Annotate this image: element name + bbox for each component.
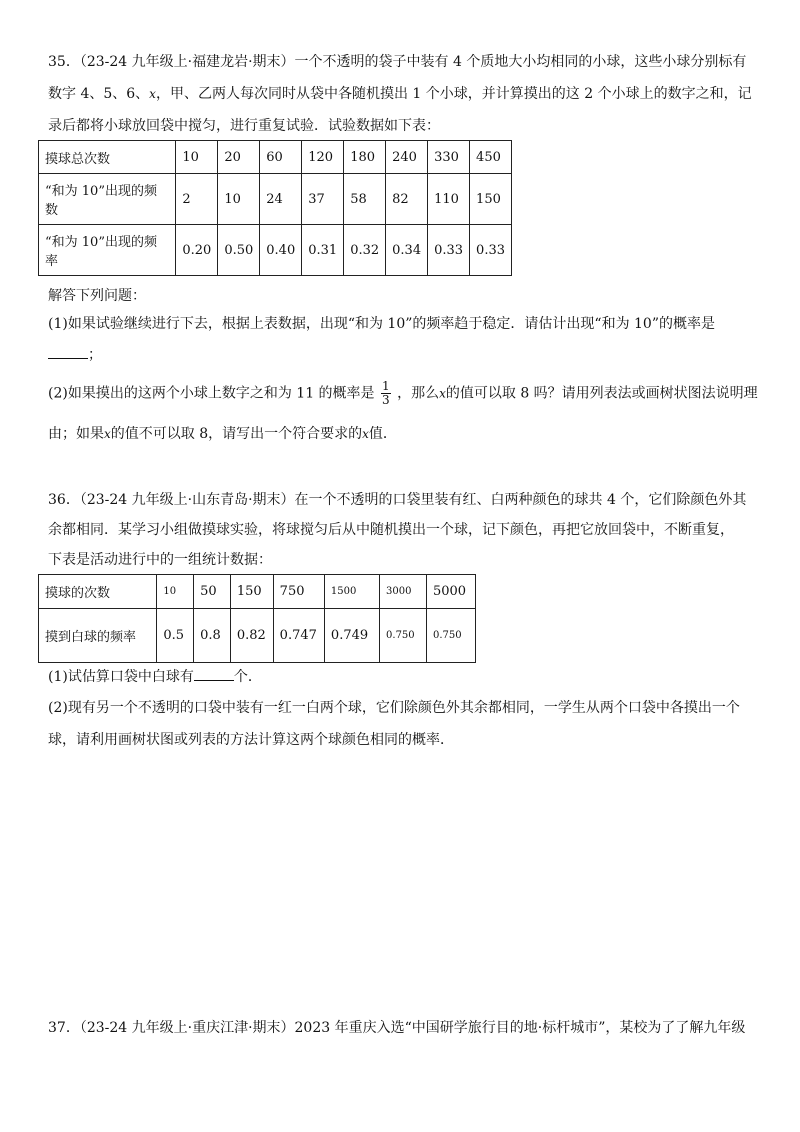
answer-blank	[194, 666, 234, 681]
fraction	[381, 380, 391, 407]
table-row-label: “和为 10”出现的频数	[39, 174, 176, 225]
table-cell: 0.31	[302, 225, 344, 276]
table-cell: 240	[386, 141, 428, 174]
q35-part1-text: (1)如果试验继续进行下去，根据上表数据，出现“和为 10”的频率趋于稳定．请估计出现“和为 10”的概率是	[48, 316, 715, 332]
q36-part2-line1: (2)现有另一个不透明的口袋中装有一红一白两个球，它们除颜色外其余都相同，一学生从两个口袋中各摸出一个	[48, 700, 740, 716]
table-cell: 0.40	[260, 225, 302, 276]
table-cell: 150	[470, 174, 512, 225]
var-x: x	[439, 386, 446, 401]
q36-part1-a: (1)试估算口袋中白球有	[48, 669, 194, 685]
table-cell: 0.750	[426, 609, 475, 663]
q35-line2b: ，甲、乙两人每次同时从袋中各随机摸出 1 个小球，并计算摸出的这 2 个小球上的数字之和，记	[155, 86, 752, 102]
q35-part1-blank-line	[48, 344, 102, 365]
q36-part2-line2: 球，请利用画树状图或列表的方法计算这两个球颜色相同的概率．	[48, 732, 454, 748]
table-cell: 0.749	[324, 609, 379, 663]
table-cell: 0.5	[157, 609, 194, 663]
table-cell: 0.34	[386, 225, 428, 276]
q35-part2-line1	[48, 380, 758, 407]
q35-part2-a: (2)如果摸出的这两个小球上数字之和为 11 的概率是	[48, 385, 375, 402]
var-x: x	[362, 427, 369, 441]
q35-line2	[48, 84, 752, 104]
table-cell: 0.32	[344, 225, 386, 276]
table-cell: 150	[230, 575, 273, 609]
q35-line3: 录后都将小球放回袋中搅匀，进行重复试验．试验数据如下表：	[48, 118, 440, 134]
table-cell: 82	[386, 174, 428, 225]
table-cell: 37	[302, 174, 344, 225]
table-cell: 180	[344, 141, 386, 174]
q35-line2a: 数字 4、5、6、	[48, 86, 150, 102]
q36-line1: 36．（23-24 九年级上·山东青岛·期末）在一个不透明的口袋里装有红、白两种颜色的球共 4 个，它们除颜色外其	[48, 492, 747, 508]
table-cell: 110	[428, 174, 470, 225]
table-cell: 450	[470, 141, 512, 174]
fraction-numerator: 1	[382, 379, 390, 393]
q36-part1-line	[48, 666, 262, 687]
table-cell: 750	[273, 575, 324, 609]
var-x: x	[149, 87, 156, 101]
answer-blank	[48, 344, 88, 359]
q35-part2-d: 由；如果	[48, 426, 104, 442]
table-cell: 0.750	[380, 609, 427, 663]
q36-line2: 余都相同．某学习小组做摸球实验，将球搅匀后从中随机摸出一个球，记下颜色，再把它放回袋中，不断重复，	[48, 522, 734, 538]
table-cell: 5000	[426, 575, 475, 609]
q36-table	[38, 574, 476, 663]
table-row	[39, 609, 476, 663]
table-cell: 0.50	[218, 225, 260, 276]
q35-part2-line2	[48, 424, 397, 444]
fraction-denominator: 3	[382, 393, 390, 407]
table-cell: 60	[260, 141, 302, 174]
table-cell: 10	[157, 575, 194, 609]
q36-part1-b: 个．	[233, 669, 262, 685]
q35-answer-intro: 解答下列问题：	[48, 288, 146, 304]
table-cell: 10	[218, 174, 260, 225]
table-cell: 330	[428, 141, 470, 174]
table-cell: 0.747	[273, 609, 324, 663]
table-cell: 10	[176, 141, 218, 174]
q35-part2-e: 的值不可以取 8，请写出一个符合要求的	[110, 426, 363, 442]
table-cell: 50	[194, 575, 231, 609]
var-x: x	[104, 427, 111, 441]
table-cell: 0.82	[230, 609, 273, 663]
q35-part2-c: 的值可以取 8 吗？请用列表法或画树状图法说明理	[445, 385, 758, 402]
table-header-label: 摸球总次数	[39, 141, 176, 174]
table-cell: 2	[176, 174, 218, 225]
q37-line1: 37．（23-24 九年级上·重庆江津·期末）2023 年重庆入选“中国研学旅行目的地·标杆城市”，某校为了了解九年级	[48, 1020, 746, 1036]
table-cell: 0.20	[176, 225, 218, 276]
table-cell: 0.33	[428, 225, 470, 276]
q35-table	[38, 140, 512, 276]
table-cell: 0.8	[194, 609, 231, 663]
table-header-label: 摸球的次数	[39, 575, 157, 609]
q35-line1: 35．（23-24 九年级上·福建龙岩·期末）一个不透明的袋子中装有 4 个质地大小均相同的小球，这些小球分别标有	[48, 54, 747, 70]
table-cell: 1500	[324, 575, 379, 609]
table-row	[39, 174, 512, 225]
table-cell: 24	[260, 174, 302, 225]
table-row-label: 摸到白球的频率	[39, 609, 157, 663]
table-cell: 120	[302, 141, 344, 174]
table-cell: 0.33	[470, 225, 512, 276]
q35-part1-end: ；	[88, 347, 102, 363]
q35-part2-f: 值．	[368, 426, 397, 442]
table-row	[39, 575, 476, 609]
table-cell: 20	[218, 141, 260, 174]
table-cell: 58	[344, 174, 386, 225]
table-row-label: “和为 10”出现的频率	[39, 225, 176, 276]
q36-line3: 下表是活动进行中的一组统计数据：	[48, 552, 272, 568]
table-cell: 3000	[380, 575, 427, 609]
table-row	[39, 225, 512, 276]
q35-part2-b: ，那么	[397, 385, 440, 402]
table-row	[39, 141, 512, 174]
